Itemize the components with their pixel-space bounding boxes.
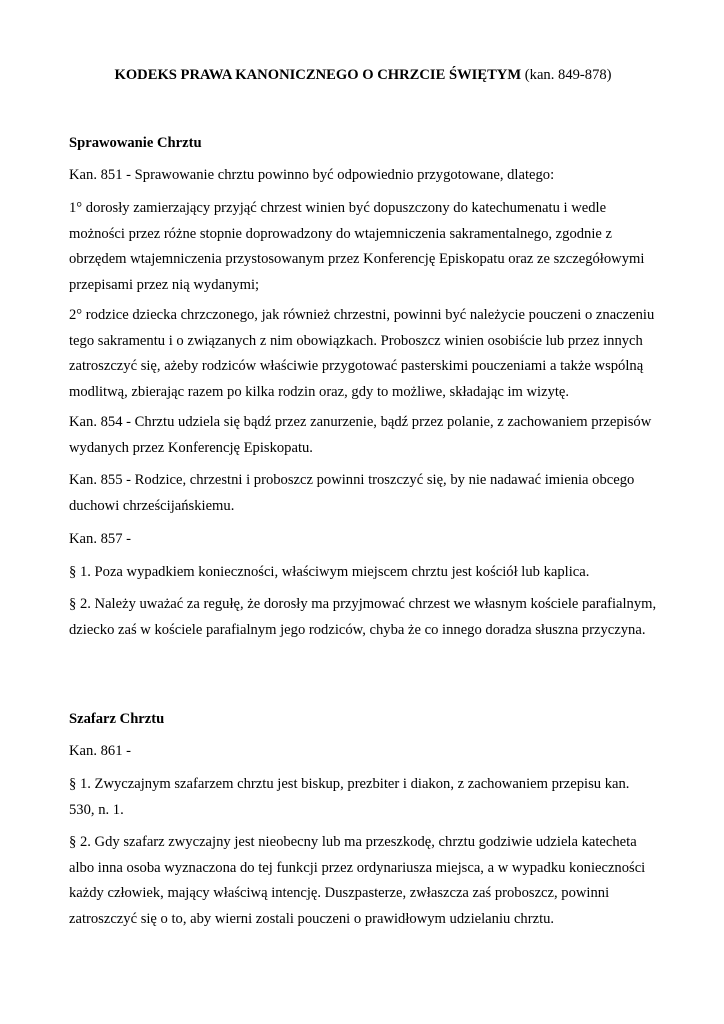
paragraph-kan-857 (69, 527, 657, 553)
paragraph-kan-851 (69, 163, 657, 189)
paragraph-text: Kan. 854 - Chrztu udziela się bądź przez zanurzenie, bądź przez polanie, z zachowaniem przepisów wydanych przez Konferencję Episkopatu. (69, 414, 652, 456)
paragraph-kan-855 (69, 468, 657, 519)
title-canon-range: (kan. 849-878) (521, 67, 612, 83)
section-heading: Sprawowanie Chrztu (69, 135, 202, 151)
document-title (69, 63, 657, 88)
paragraph-text: § 1. Zwyczajnym szafarzem chrztu jest biskup, prezbiter i diakon, z zachowaniem przepisu kan. 530, n. 1. (69, 776, 630, 818)
paragraph-kan-854 (69, 410, 657, 461)
title-bold-text: KODEKS PRAWA KANONICZNEGO O CHRZCIE ŚWIĘTYM (114, 67, 522, 83)
paragraph-text: 2° rodzice dziecka chrzczonego, jak również chrzestni, powinni być należycie pouczeni o znaczeniu tego sakramentu i o związanych z nim obowiązkach. Proboszcz winien osobiście lub przez innych zatroszczyć się, ażeby rodziców właściwie przygotować pasterskimi pouczeniami a także wspólną modlitwą, zbierając razem po kilka rodzin oraz, gdy to możliwe, składając im wizytę. (69, 307, 655, 400)
paragraph-kan-857-s2 (69, 592, 657, 643)
paragraph-point-1 (69, 196, 657, 298)
paragraph-text: Kan. 851 - Sprawowanie chrztu powinno być odpowiednio przygotowane, dlatego: (69, 167, 555, 183)
paragraph-kan-861-s1 (69, 772, 657, 823)
paragraph-text: § 2. Należy uważać za regułę, że dorosły ma przyjmować chrzest we własnym kościele parafialnym, dziecko zaś w kościele parafialnym jego rodziców, chyba że co innego doradza słuszna przyczyna. (69, 596, 657, 638)
paragraph-kan-857-s1 (69, 560, 657, 586)
section-heading-sprawowanie (69, 131, 657, 157)
section-heading: Szafarz Chrztu (69, 711, 165, 727)
paragraph-text: Kan. 861 - (69, 743, 132, 759)
paragraph-point-2 (69, 303, 657, 405)
paragraph-kan-861 (69, 739, 657, 765)
paragraph-text: Kan. 855 - Rodzice, chrzestni i proboszcz powinni troszczyć się, by nie nadawać imienia obcego duchowi chrześcijańskiemu. (69, 472, 635, 514)
paragraph-text: § 1. Poza wypadkiem konieczności, właściwym miejscem chrztu jest kościół lub kaplica. (69, 564, 590, 580)
paragraph-text: § 2. Gdy szafarz zwyczajny jest nieobecny lub ma przeszkodę, chrztu godziwie udziela katecheta albo inna osoba wyznaczona do tej funkcji przez ordynariusza miejsca, a w wypadku konieczności każdy człowiek, mający właściwą intencję. Duszpasterze, zwłaszcza zaś proboszcz, powinni zatroszczyć się o to, aby wierni zostali pouczeni o prawidłowym udzielaniu chrztu. (69, 834, 646, 927)
paragraph-text: 1° dorosły zamierzający przyjąć chrzest winien być dopuszczony do katechumenatu i wedle możności przez różne stopnie doprowadzony do wtajemniczenia sakramentalnego, zgodnie z obrzędem wtajemniczenia przystosowanym przez Konferencję Episkopatu oraz ze szczegółowymi przepisami przez nią wydanymi; (69, 200, 645, 293)
section-heading-szafarz (69, 707, 657, 733)
paragraph-text: Kan. 857 - (69, 531, 132, 547)
paragraph-kan-861-s2 (69, 830, 657, 932)
